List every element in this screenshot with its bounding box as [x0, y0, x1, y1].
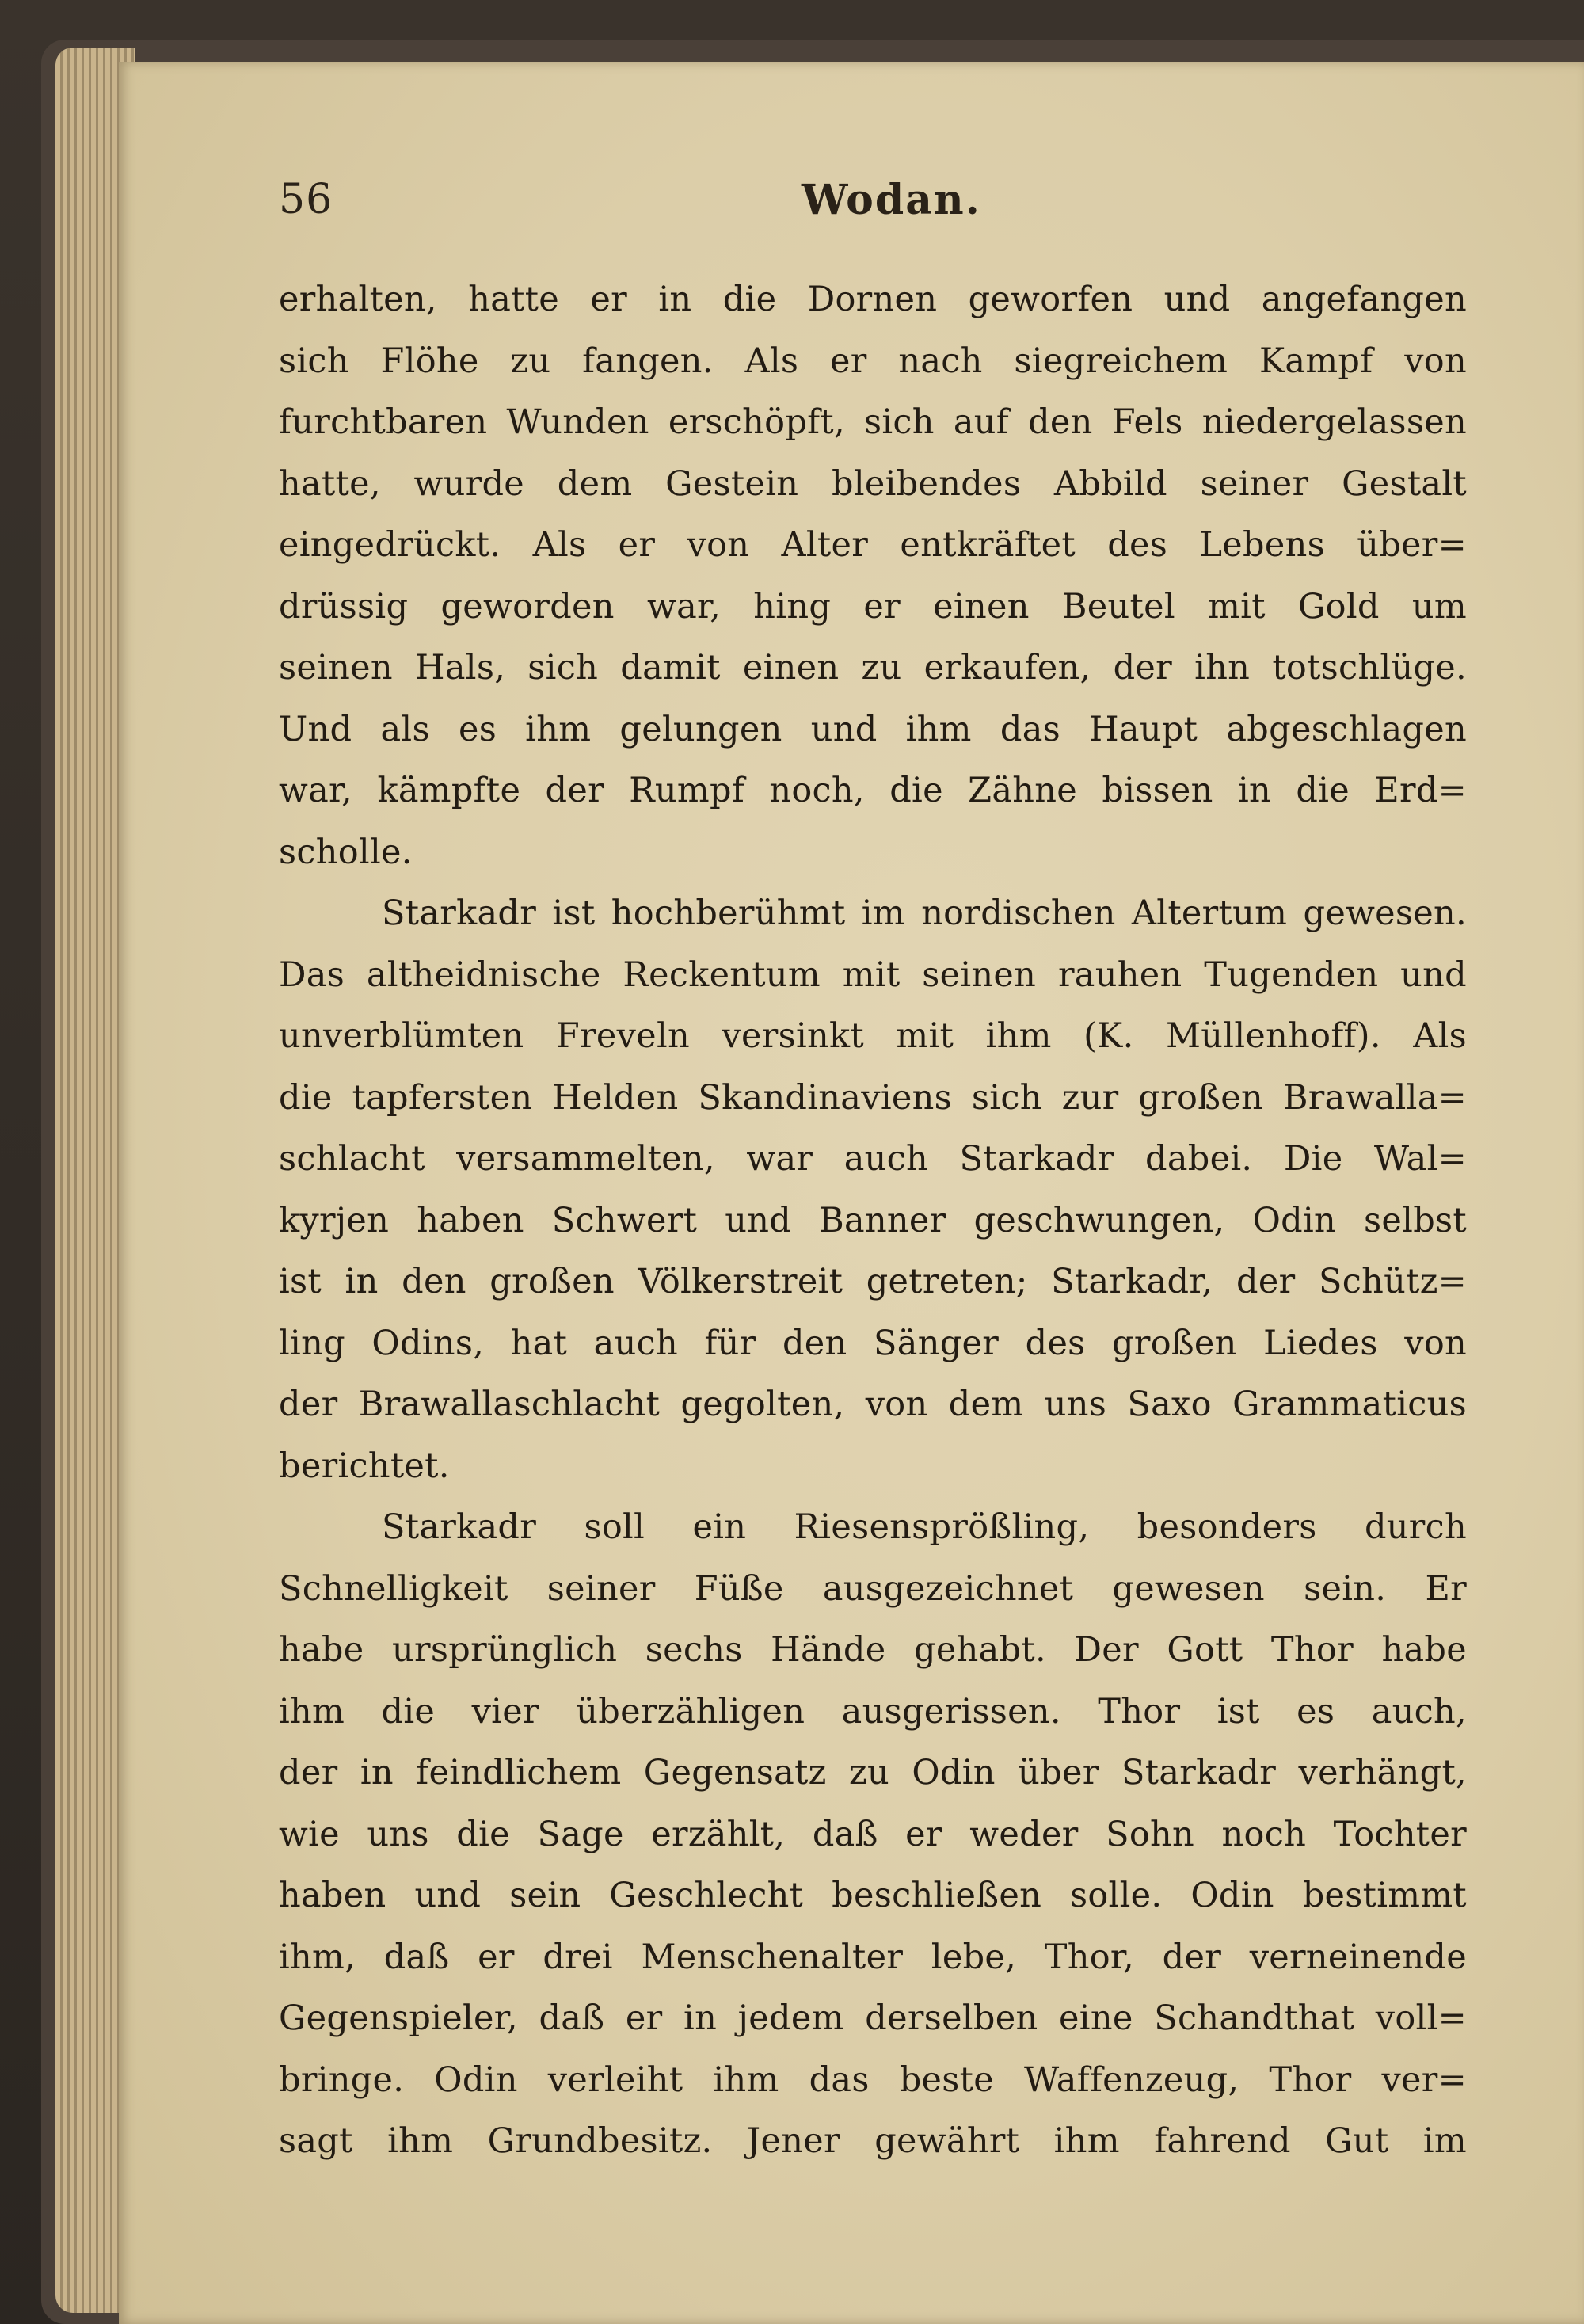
text-line: erhalten, hatte er in die Dornen geworfen und angefangen	[279, 280, 1467, 319]
text-line: war, kämpfte der Rumpf noch, die Zähne bissen in die Erd=	[279, 771, 1467, 810]
text-line: die tapfersten Helden Skandinaviens sich zur großen Brawalla=	[279, 1077, 1467, 1118]
running-title: Wodan.	[802, 176, 981, 224]
text-line: der Brawallaschlacht gegolten, von dem uns Saxo Grammaticus	[279, 1385, 1467, 1424]
text-line: der in feindlichem Gegensatz zu Odin über Starkadr verhängt,	[279, 1753, 1467, 1793]
page-number: 56	[279, 176, 333, 223]
text-line: ist in den großen Völkerstreit getreten; Starkadr, der Schütz=	[279, 1262, 1467, 1301]
text-line: Schnelligkeit seiner Füße ausgezeichnet gewesen sein. Er	[279, 1568, 1467, 1609]
text-line: habe ursprünglich sechs Hände gehabt. Der Gott Thor habe	[279, 1630, 1467, 1670]
text-line: schlacht versammelten, war auch Starkadr dabei. Die Wal=	[279, 1139, 1467, 1179]
text-line: furchtbaren Wunden erschöpft, sich auf den Fels niedergelassen	[279, 402, 1467, 442]
text-line: Das altheidnische Reckentum mit seinen rauhen Tugenden und	[279, 954, 1467, 995]
body-text	[279, 269, 1467, 2173]
text-line: seinen Hals, sich damit einen zu erkaufen, der ihn totschlüge.	[279, 648, 1467, 688]
text-line: Starkadr ist hochberühmt im nordischen Altertum gewesen.	[382, 893, 1467, 933]
text-line: ihm, daß er drei Menschenalter lebe, Thor, der verneinende	[279, 1937, 1467, 1977]
text-line: haben und sein Geschlecht beschließen solle. Odin bestimmt	[279, 1876, 1467, 1915]
text-line: kyrjen haben Schwert und Banner geschwungen, Odin selbst	[279, 1200, 1467, 1240]
text-line: unverblümten Freveln versinkt mit ihm (K. Müllenhoff). Als	[279, 1016, 1467, 1056]
text-line: wie uns die Sage erzählt, daß er weder Sohn noch Tochter	[279, 1814, 1467, 1854]
text-line: bringe. Odin verleiht ihm das beste Waffenzeug, Thor ver=	[279, 2059, 1467, 2100]
text-line: Gegenspieler, daß er in jedem derselben eine Schandthat voll=	[279, 1998, 1467, 2038]
text-line: ling Odins, hat auch für den Sänger des großen Liedes von	[279, 1323, 1467, 1363]
text-line: ihm die vier überzähligen ausgerissen. Thor ist es auch,	[279, 1691, 1467, 1732]
text-line: sich Flöhe zu fangen. Als er nach siegreichem Kampf von	[279, 341, 1467, 381]
text-line: Starkadr soll ein Riesensprößling, besonders durch	[382, 1507, 1467, 1547]
text-line: eingedrückt. Als er von Alter entkräftet des Lebens über=	[279, 525, 1467, 565]
text-line: berichtet.	[279, 1446, 450, 1486]
page-header	[279, 176, 1467, 231]
text-line: scholle.	[279, 832, 413, 872]
text-line: sagt ihm Grundbesitz. Jener gewährt ihm fahrend Gut im	[279, 2121, 1467, 2161]
text-line: hatte, wurde dem Gestein bleibendes Abbild seiner Gestalt	[279, 463, 1467, 504]
text-line: Und als es ihm gelungen und ihm das Haupt abgeschlagen	[279, 709, 1467, 749]
text-line: drüssig geworden war, hing er einen Beutel mit Gold um	[279, 586, 1467, 627]
